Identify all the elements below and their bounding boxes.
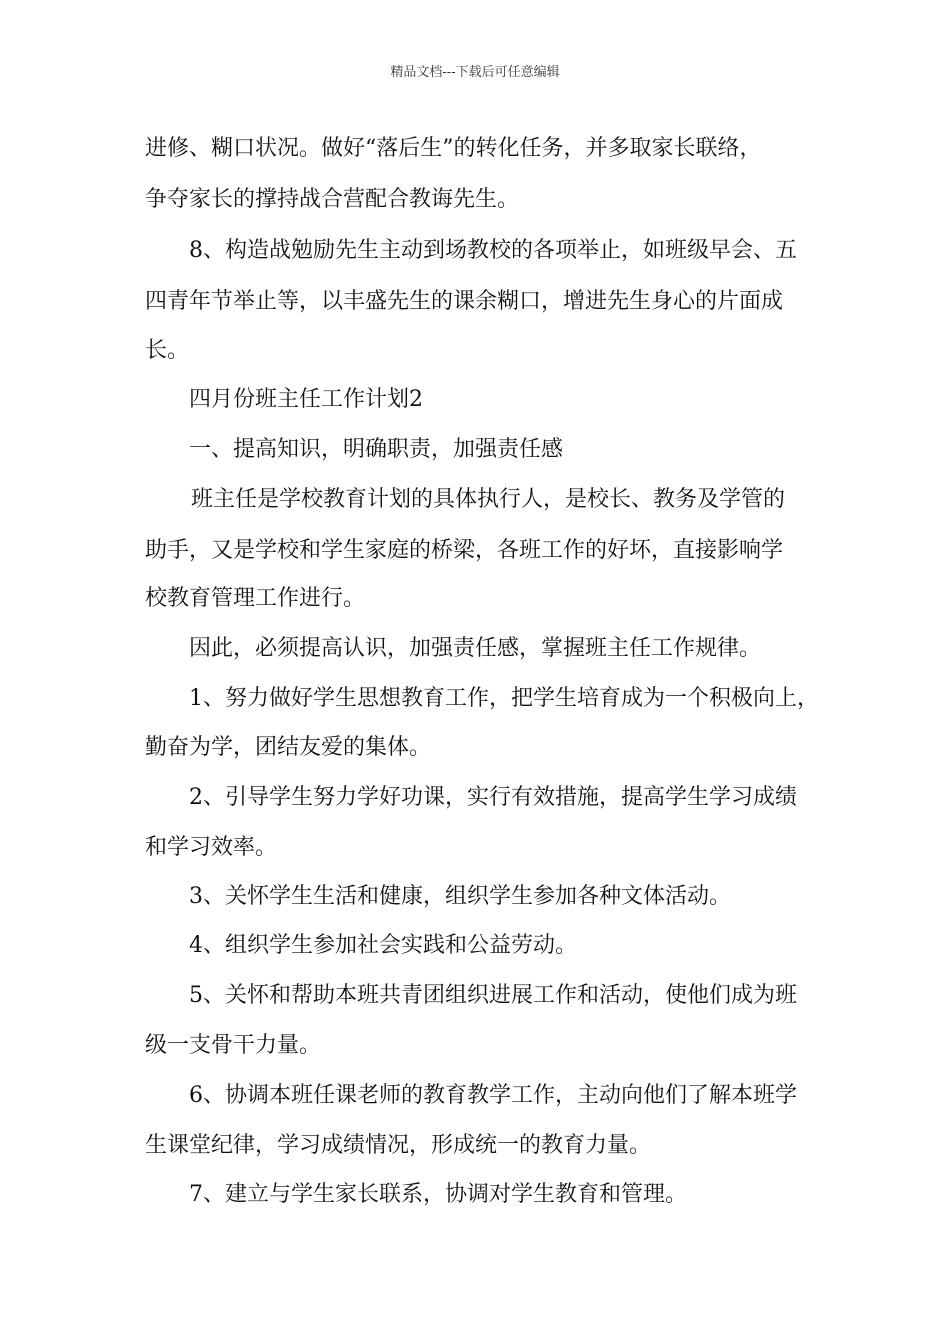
page-header: 精品文档---下载后可任意编辑: [390, 65, 560, 80]
list-item: 1、努力做好学生思想教育工作，把学生培育成为一个积极向上，: [189, 686, 819, 711]
text-line: 勤奋为学，团结友爱的集体。: [145, 735, 432, 760]
text-line: 和学习效率。: [145, 835, 278, 860]
list-item: 7、建立与学生家长联系，协调对学生教育和管理。: [189, 1182, 687, 1207]
text-line: 校教育管理工作进行。: [145, 586, 366, 611]
list-item: 4、组织学生参加社会实践和公益劳动。: [189, 933, 577, 958]
text-line: 8、构造战勉励先生主动到场教校的各项举止，如班级早会、五: [189, 238, 797, 263]
section-title: 四月份班主任工作计划2: [189, 387, 423, 412]
text-line: 因此，必须提高认识，加强责任感，掌握班主任工作规律。: [189, 636, 762, 661]
text-line: 四青年节举止等，以丰盛先生的课余糊口，增进先生身心的片面成: [145, 289, 784, 314]
text-line: 助手，又是学校和学生家庭的桥梁，各班工作的好坏，直接影响学: [145, 538, 784, 563]
text-line: 争夺家长的撑持战合营配合教诲先生。: [145, 187, 520, 212]
list-item: 5、关怀和帮助本班共青团组织进展工作和活动，使他们成为班: [189, 983, 797, 1008]
text-line: 级一支骨干力量。: [145, 1033, 322, 1058]
text-line: 班主任是学校教育计划的具体执行人，是校长、教务及学管的: [191, 487, 786, 512]
list-item: 6、协调本班任课老师的教育教学工作，主动向他们了解本班学: [189, 1083, 797, 1108]
list-item: 3、关怀学生生活和健康，组织学生参加各种文体活动。: [189, 884, 731, 909]
list-item: 2、引导学生努力学好功课，实行有效措施，提高学生学习成绩: [189, 785, 797, 810]
section-heading: 一、提高知识，明确职责，加强责任感: [189, 437, 564, 462]
text-line: 进修、糊口状况。做好“落后生”的转化任务，并多取家长联络，: [145, 136, 762, 161]
text-line: 长。: [145, 338, 190, 363]
text-line: 生课堂纪律，学习成绩情况，形成统一的教育力量。: [145, 1133, 652, 1158]
